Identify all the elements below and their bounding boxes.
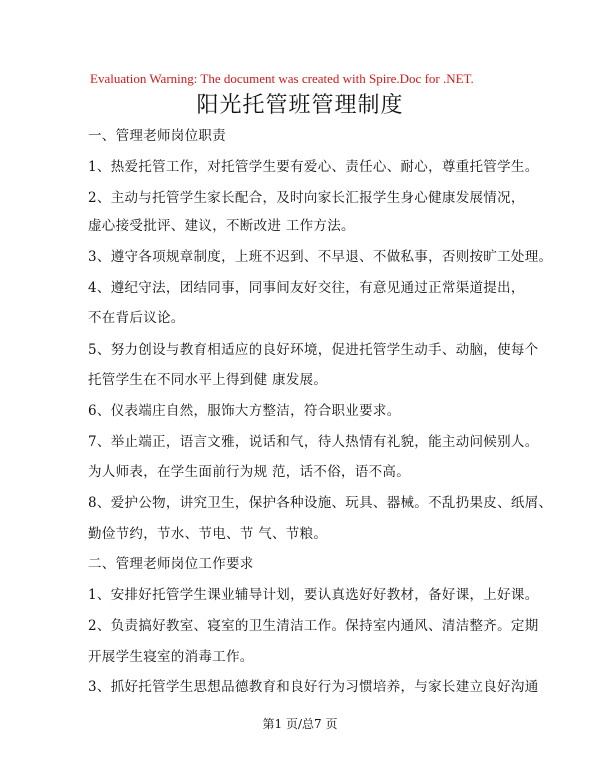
- paragraph-line: 6、仪表端庄自然，服饰大方整洁，符合职业要求。: [88, 403, 401, 419]
- section-heading-2: 二、管理老师岗位工作要求: [88, 556, 254, 572]
- paragraph-line: 开展学生寝室的消毒工作。: [88, 649, 254, 665]
- paragraph-line: 5、努力创设与教育相适应的良好环境，促进托管学生动手、动脑，使每个: [88, 342, 539, 358]
- paragraph-line: 虚心接受批评、建议，不断改进 工作方法。: [88, 218, 355, 234]
- paragraph-line: 4、遵纪守法，团结同事，同事间友好交往，有意见通过正常渠道提出，: [88, 280, 525, 296]
- document-title: 阳光托管班管理制度: [196, 93, 404, 118]
- paragraph-line: 1、安排好托管学生课业辅导计划，要认真选好好教材，备好课，上好课。: [88, 587, 539, 603]
- paragraph-line: 不在背后议论。: [88, 310, 185, 326]
- section-heading-1: 一、管理老师岗位职责: [88, 128, 226, 144]
- page-number-footer: 第1 页/总7 页: [262, 717, 338, 731]
- paragraph-line: 勤俭节约，节水、节电、节 气、节粮。: [88, 526, 328, 542]
- paragraph-line: 7、举止端正，语言文雅，说话和气，待人热情有礼貌，能主动问候别人。: [88, 434, 539, 450]
- paragraph-line: 托管学生在不同水平上得到健 康发展。: [88, 372, 328, 388]
- paragraph-line: 2、主动与托管学生家长配合，及时向家长汇报学生身心健康发展情况，: [88, 190, 525, 206]
- evaluation-warning: Evaluation Warning: The document was created with Spire.Doc for .NET.: [90, 71, 474, 86]
- paragraph-line: 为人师表，在学生面前行为规 范，话不俗，语不高。: [88, 464, 410, 480]
- paragraph-line: 3、抓好托管学生思想品德教育和良好行为习惯培养，与家长建立良好沟通: [88, 679, 539, 695]
- paragraph-line: 1、热爱托管工作，对托管学生要有爱心、责任心、耐心，尊重托管学生。: [88, 159, 539, 175]
- paragraph-line: 3、遵守各项规章制度，上班不迟到、不早退、不做私事，否则按旷工处理。: [88, 249, 553, 265]
- paragraph-line: 2、负责搞好教室、寝室的卫生清洁工作。保持室内通风、清洁整齐。定期: [88, 618, 539, 634]
- paragraph-line: 8、爱护公物，讲究卫生，保护各种设施、玩具、器械。不乱扔果皮、纸屑、: [88, 495, 553, 511]
